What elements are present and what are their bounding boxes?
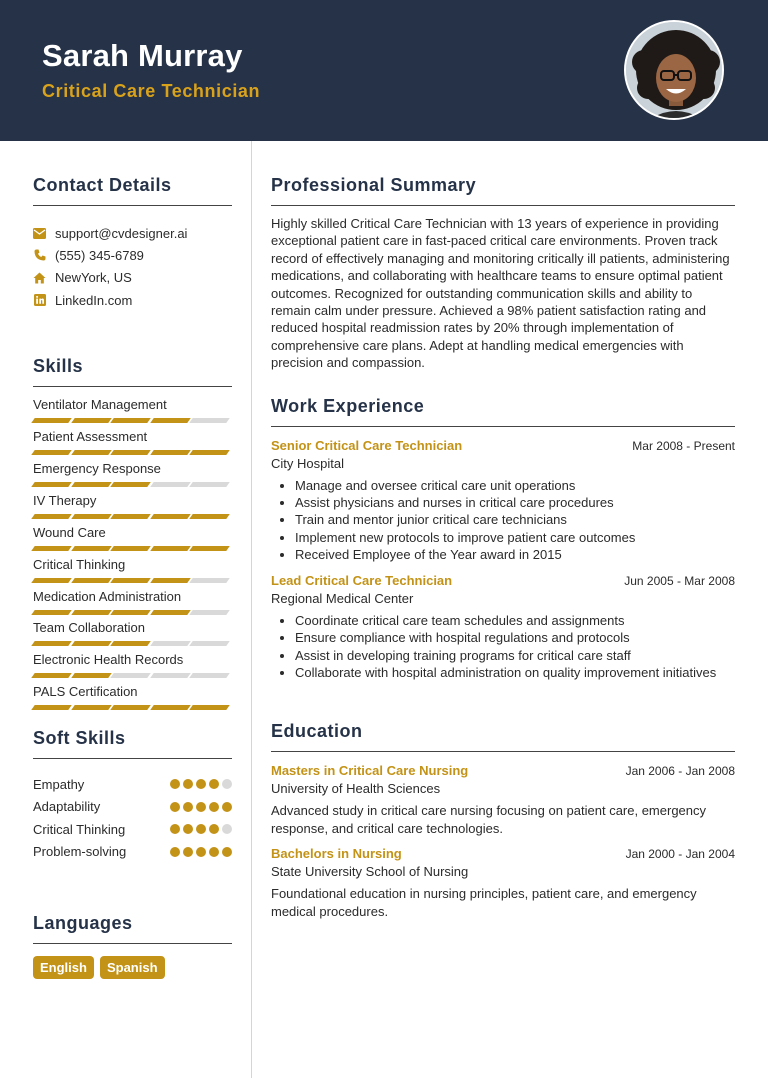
list-item: • Assist physicians and nurses in critical care procedures	[295, 494, 735, 511]
skill-level-segment	[71, 546, 111, 551]
home-icon	[33, 271, 46, 284]
avatar-portrait-icon	[626, 22, 724, 120]
soft-skill-item	[33, 796, 232, 819]
skill-item	[33, 646, 232, 678]
contact-email	[33, 222, 232, 244]
skill-name: Wound Care	[33, 524, 106, 540]
skill-level-segment	[150, 641, 190, 646]
skill-level-meter	[33, 514, 232, 519]
job-employer: City Hospital	[271, 455, 344, 471]
job-bullets	[271, 612, 735, 682]
skill-level-segment	[190, 482, 230, 487]
skill-level-segment	[150, 578, 190, 583]
list-item: • Train and mentor junior critical care technicians	[295, 511, 735, 528]
skill-level-segment	[71, 482, 111, 487]
rating-dot	[209, 847, 219, 857]
skill-level-segment	[190, 546, 230, 551]
list-item: • Assist in developing training programs for critical care staff	[295, 647, 735, 664]
skill-item	[33, 583, 232, 615]
list-item: • Received Employee of the Year award in 2015	[295, 546, 735, 563]
degree-title: Masters in Critical Care Nursing	[271, 763, 469, 779]
skill-level-meter	[33, 705, 232, 710]
skill-level-segment	[31, 641, 71, 646]
linkedin-icon	[33, 294, 46, 307]
right-column	[271, 141, 735, 920]
skill-name: Team Collaboration	[33, 620, 146, 636]
education-description: Advanced study in critical care nursing focusing on patient care, emergency response, and critical care technologies.	[271, 803, 707, 836]
work-heading: Work Experience	[271, 396, 735, 427]
skill-level-meter	[33, 578, 232, 583]
skill-level-segment	[190, 514, 230, 519]
education-date: Jan 2006 - Jan 2008	[625, 764, 735, 779]
skill-level-meter	[33, 418, 232, 423]
soft-skill-rating	[170, 847, 232, 857]
skill-level-segment	[31, 578, 71, 583]
education-entry	[271, 763, 735, 837]
job-entry	[271, 438, 735, 564]
skill-level-segment	[190, 673, 230, 678]
skill-level-segment	[110, 641, 150, 646]
skill-name: IV Therapy	[33, 492, 97, 508]
skill-name: Electronic Health Records	[33, 652, 184, 668]
school-name: University of Health Sciences	[271, 781, 441, 797]
languages-list	[33, 956, 232, 979]
contact-location	[33, 267, 232, 289]
rating-dot	[196, 847, 206, 857]
languages-section	[33, 913, 232, 979]
summary-section	[271, 175, 735, 372]
soft-skill-name: Adaptability	[33, 799, 101, 815]
job-entry	[271, 573, 735, 682]
skill-name: Patient Assessment	[33, 429, 148, 445]
skill-level-segment	[150, 705, 190, 710]
rating-dot	[170, 847, 180, 857]
education-entry	[271, 846, 735, 920]
soft-skill-item	[33, 773, 232, 796]
education-heading: Education	[271, 721, 735, 752]
soft-skills-section	[33, 728, 232, 863]
job-employer: Regional Medical Center	[271, 590, 414, 606]
contact-linkedin	[33, 289, 232, 311]
skill-level-segment	[110, 578, 150, 583]
list-item: • Implement new protocols to improve patient care outcomes	[295, 529, 735, 546]
skill-name: Emergency Response	[33, 460, 161, 476]
skill-level-segment	[190, 450, 230, 455]
skill-level-segment	[31, 705, 71, 710]
soft-skill-item	[33, 841, 232, 864]
summary-text: Highly skilled Critical Care Technician with 13 years of experience in providing exceptional patient care in fast-paced critical care environments. Proven track record of effectively managing and monitoring critically ill patients, administering medications, and collaborating with healthcare teams to ensure optimal patient outcomes. Recognized for outstanding communication skills and ability to remain calm under pressure. Achieved a 98% patient satisfaction rating and reduced hospital readmission rates by 20% through implementation of comprehensive care plans. Adept at handling medical emergencies with precision and compassion.	[271, 216, 730, 371]
skill-level-segment	[31, 514, 71, 519]
skill-level-segment	[150, 450, 190, 455]
contact-location-text: NewYork, US	[55, 270, 132, 286]
skill-level-segment	[110, 482, 150, 487]
work-section	[271, 396, 735, 682]
skill-level-segment	[150, 610, 190, 615]
profile-photo	[624, 20, 724, 120]
skill-name: PALS Certification	[33, 684, 138, 700]
skill-name: Critical Thinking	[33, 556, 126, 572]
skill-level-segment	[150, 673, 190, 678]
skill-item	[33, 551, 232, 583]
skill-level-meter	[33, 482, 232, 487]
rating-dot	[209, 824, 219, 834]
skill-level-meter	[33, 546, 232, 551]
soft-skill-name: Empathy	[33, 776, 85, 792]
skill-item	[33, 678, 232, 710]
rating-dot	[222, 847, 232, 857]
soft-skill-name: Critical Thinking	[33, 821, 126, 837]
degree-title: Bachelors in Nursing	[271, 846, 402, 862]
rating-dot	[183, 779, 193, 789]
skill-level-meter	[33, 610, 232, 615]
skill-item	[33, 391, 232, 423]
summary-heading: Professional Summary	[271, 175, 735, 206]
skill-name: Ventilator Management	[33, 397, 167, 413]
phone-icon	[33, 249, 46, 262]
skill-level-segment	[31, 450, 71, 455]
languages-heading: Languages	[33, 913, 232, 944]
skill-level-segment	[71, 610, 111, 615]
list-item: • Manage and oversee critical care unit operations	[295, 477, 735, 494]
skill-level-segment	[71, 450, 111, 455]
skill-level-segment	[31, 418, 71, 423]
contact-phone	[33, 244, 232, 266]
skill-level-segment	[31, 546, 71, 551]
job-title: Lead Critical Care Technician	[271, 572, 453, 588]
job-date: Mar 2008 - Present	[632, 438, 735, 453]
job-title: Senior Critical Care Technician	[271, 437, 463, 453]
skill-level-meter	[33, 450, 232, 455]
language-badge: Spanish	[100, 956, 165, 979]
school-name: State University School of Nursing	[271, 864, 469, 880]
skill-level-segment	[150, 482, 190, 487]
rating-dot	[222, 779, 232, 789]
skill-level-segment	[31, 482, 71, 487]
language-badge: English	[33, 956, 94, 979]
rating-dot	[209, 802, 219, 812]
resume-header	[0, 0, 768, 141]
education-date: Jan 2000 - Jan 2004	[625, 847, 735, 862]
soft-skill-name: Problem-solving	[33, 844, 127, 860]
contact-list	[33, 222, 232, 311]
left-column	[33, 141, 232, 979]
list-item: • Coordinate critical care team schedules and assignments	[295, 612, 735, 629]
rating-dot	[209, 779, 219, 789]
soft-skill-rating	[170, 779, 232, 789]
skill-item	[33, 614, 232, 646]
skill-level-segment	[110, 514, 150, 519]
skills-heading: Skills	[33, 356, 232, 387]
contact-email-text[interactable]: support@cvdesigner.ai	[55, 225, 188, 241]
soft-skills-list	[33, 773, 232, 863]
candidate-name: Sarah Murray	[42, 38, 243, 73]
skill-level-segment	[110, 450, 150, 455]
soft-skill-rating	[170, 824, 232, 834]
rating-dot	[170, 779, 180, 789]
soft-skills-heading: Soft Skills	[33, 728, 232, 759]
job-bullets	[271, 477, 735, 564]
rating-dot	[183, 824, 193, 834]
contact-linkedin-text[interactable]: LinkedIn.com	[55, 292, 133, 308]
skill-level-segment	[190, 610, 230, 615]
rating-dot	[222, 802, 232, 812]
skill-level-segment	[110, 705, 150, 710]
skill-level-meter	[33, 641, 232, 646]
contact-heading: Contact Details	[33, 175, 232, 206]
skill-level-meter	[33, 673, 232, 678]
rating-dot	[196, 802, 206, 812]
skill-level-segment	[150, 418, 190, 423]
skill-item	[33, 455, 232, 487]
skill-level-segment	[190, 641, 230, 646]
skill-level-segment	[150, 546, 190, 551]
soft-skill-item	[33, 818, 232, 841]
skill-level-segment	[71, 578, 111, 583]
skill-item	[33, 487, 232, 519]
contact-section	[33, 175, 232, 311]
list-item: • Collaborate with hospital administration on quality improvement initiatives	[295, 664, 735, 681]
list-item: • Ensure compliance with hospital regulations and protocols	[295, 629, 735, 646]
soft-skill-rating	[170, 802, 232, 812]
skill-level-segment	[190, 418, 230, 423]
skill-level-segment	[110, 610, 150, 615]
rating-dot	[222, 824, 232, 834]
skill-level-segment	[71, 418, 111, 423]
skill-level-segment	[31, 673, 71, 678]
job-date: Jun 2005 - Mar 2008	[624, 573, 735, 588]
skills-section	[33, 356, 232, 710]
skill-level-segment	[110, 546, 150, 551]
skill-level-segment	[71, 641, 111, 646]
skill-level-segment	[71, 673, 111, 678]
skill-level-segment	[190, 705, 230, 710]
rating-dot	[183, 847, 193, 857]
skill-level-segment	[150, 514, 190, 519]
skill-level-segment	[190, 578, 230, 583]
skill-level-segment	[110, 418, 150, 423]
education-section	[271, 721, 735, 920]
rating-dot	[170, 802, 180, 812]
contact-phone-text: (555) 345-6789	[55, 247, 144, 263]
skill-level-segment	[71, 705, 111, 710]
skill-level-segment	[71, 514, 111, 519]
skill-item	[33, 423, 232, 455]
column-divider	[251, 141, 252, 1078]
skill-level-segment	[110, 673, 150, 678]
skills-list	[33, 391, 232, 710]
candidate-title: Critical Care Technician	[42, 81, 261, 101]
rating-dot	[196, 824, 206, 834]
rating-dot	[196, 779, 206, 789]
envelope-icon	[33, 227, 46, 240]
skill-level-segment	[31, 610, 71, 615]
skill-item	[33, 519, 232, 551]
skill-name: Medication Administration	[33, 588, 182, 604]
rating-dot	[170, 824, 180, 834]
rating-dot	[183, 802, 193, 812]
education-description: Foundational education in nursing principles, patient care, and emergency medical procedures.	[271, 886, 697, 919]
